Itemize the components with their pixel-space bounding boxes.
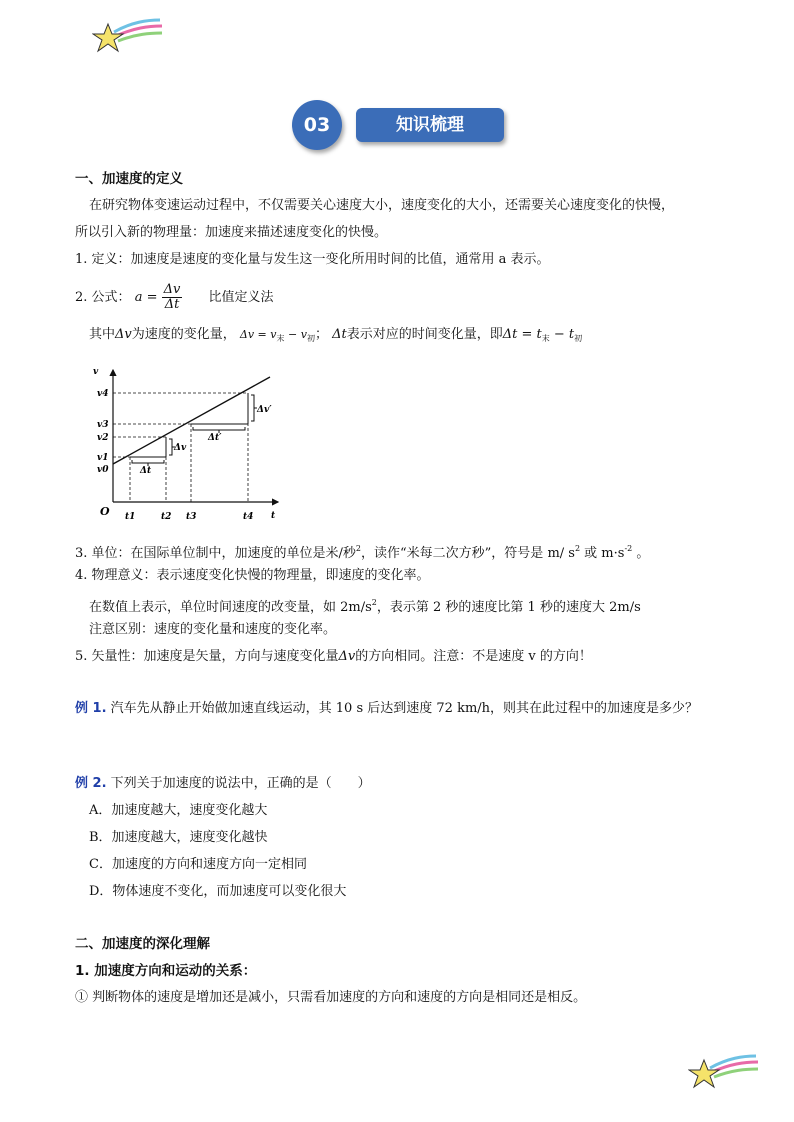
- shooting-star-icon-top: [92, 16, 164, 58]
- vector-text-1: 5. 矢量性：加速度是矢量，方向与速度变化量: [75, 649, 339, 664]
- velocity-line: [113, 377, 270, 464]
- tick-t2: t2: [161, 512, 172, 522]
- tick-v0: v0: [97, 465, 109, 475]
- example1-label: 例 1.: [75, 701, 107, 716]
- where-sub-end2: 末: [541, 334, 550, 343]
- option-a: A．加速度越大，速度变化越大: [89, 803, 268, 818]
- where-dv: Δv: [115, 327, 132, 342]
- tick-v2: v2: [97, 433, 109, 443]
- meaning-note: 注意区别：速度的变化量和速度的变化率。: [89, 622, 337, 637]
- definition-item: 1. 定义：加速度是速度的变化量与发生这一变化所用时间的比值，通常用 a 表示。: [75, 252, 550, 267]
- delta-t-prime-label: Δt′: [208, 433, 222, 443]
- where-line: [89, 326, 582, 348]
- where-minus: − v: [284, 328, 307, 341]
- formula-prefix: 2. 公式：: [75, 290, 131, 305]
- velocity-time-graph: [90, 362, 290, 527]
- where-dv-eq: Δv = v: [239, 328, 277, 341]
- intro-line1: 在研究物体变速运动过程中，不仅需要关心速度大小，速度变化的大小，还需要关心速度变化的快慢，: [89, 198, 675, 213]
- meaning-detail: [89, 594, 641, 617]
- meaning-item: 4. 物理意义：表示速度变化快慢的物理量，即速度的变化率。: [75, 568, 430, 583]
- x-axis-label: t: [271, 511, 276, 521]
- formula-eq: =: [146, 290, 158, 305]
- unit-item: [75, 540, 649, 563]
- vector-text-2: 的方向相同。注意：不是速度 v 的方向！: [355, 649, 592, 664]
- where-dt: Δt: [332, 327, 347, 342]
- example1-text: 汽车先从静止开始做加速直线运动，其 10 s 后达到速度 72 km/h，则其在此过程中的加速度是多少？: [110, 701, 699, 716]
- meaning-detail-2: ，表示第 2 秒的速度比第 1 秒的速度大 2m/s: [376, 600, 641, 615]
- delta-v-prime-label: Δv′: [257, 405, 272, 415]
- unit-sup-2: 2: [574, 544, 581, 553]
- section2-sub1: 1. 加速度方向和运动的关系：: [75, 963, 257, 979]
- section2-heading: 二、加速度的深化理解: [75, 936, 210, 952]
- example1: [75, 700, 698, 718]
- where-sub-start: 初: [306, 334, 315, 343]
- tick-t4: t4: [243, 512, 254, 522]
- where-text-4: 表示对应的时间变化量，即: [346, 327, 503, 342]
- vector-item: [75, 648, 592, 666]
- tick-t1: t1: [125, 512, 136, 522]
- formula-denominator: Δt: [164, 297, 180, 312]
- where-minus2: − t: [549, 327, 575, 342]
- delta-v-label: Δv: [174, 443, 187, 453]
- section2-point1: ① 判断物体的速度是增加还是减小，只需看加速度的方向和速度的方向是相同还是相反。: [75, 990, 587, 1005]
- formula-lhs: a: [134, 290, 143, 305]
- formula-fraction: [162, 283, 183, 312]
- tick-v1: v1: [97, 453, 109, 463]
- y-axis-label: v: [93, 367, 99, 377]
- section-title-badge: 知识梳理: [356, 108, 504, 142]
- tick-v4: v4: [97, 389, 109, 399]
- example2-label: 例 2.: [75, 776, 107, 791]
- where-dt-eq: Δt = t: [502, 327, 542, 342]
- unit-text-4: 。: [632, 546, 650, 561]
- option-c: C．加速度的方向和速度方向一定相同: [89, 857, 307, 872]
- example2-question: 下列关于加速度的说法中，正确的是（ ）: [110, 776, 371, 791]
- unit-sup-3: -2: [624, 544, 633, 553]
- unit-sup-1: 2: [355, 544, 362, 553]
- tick-t3: t3: [186, 512, 197, 522]
- origin-label: O: [100, 505, 110, 518]
- unit-text-3: 或 m·s: [580, 546, 625, 561]
- unit-text-2: ，读作“米每二次方秒”，符号是 m/ s: [361, 546, 575, 561]
- where-text-1: 其中: [89, 327, 116, 342]
- option-d: D．物体速度不变化，而加速度可以变化很大: [89, 884, 347, 899]
- tick-v3: v3: [97, 420, 109, 430]
- where-text-2: 为速度的变化量，: [131, 327, 236, 342]
- section1-heading: 一、加速度的定义: [75, 171, 183, 187]
- option-b: B．加速度越大，速度变化越快: [89, 830, 268, 845]
- unit-text-1: 3. 单位：在国际单位制中，加速度的单位是米/秒: [75, 546, 356, 561]
- formula-numerator: Δv: [163, 282, 181, 297]
- vector-dv: Δv: [338, 649, 356, 664]
- delta-t-label: Δt: [140, 466, 152, 476]
- shooting-star-icon-bottom: [688, 1052, 760, 1094]
- formula-item: [75, 282, 274, 314]
- section-number-badge: 03: [292, 100, 342, 150]
- where-text-3: ；: [314, 327, 328, 342]
- meaning-detail-1: 在数值上表示，单位时间速度的改变量，如 2m/s: [89, 600, 372, 615]
- intro-line2: 所以引入新的物理量：加速度来描述速度变化的快慢。: [75, 225, 388, 240]
- meaning-detail-sup: 2: [371, 598, 377, 607]
- where-sub-end: 末: [276, 334, 285, 343]
- formula-method: 比值定义法: [208, 290, 274, 305]
- where-sub-start2: 初: [574, 334, 583, 343]
- example2: [75, 775, 371, 793]
